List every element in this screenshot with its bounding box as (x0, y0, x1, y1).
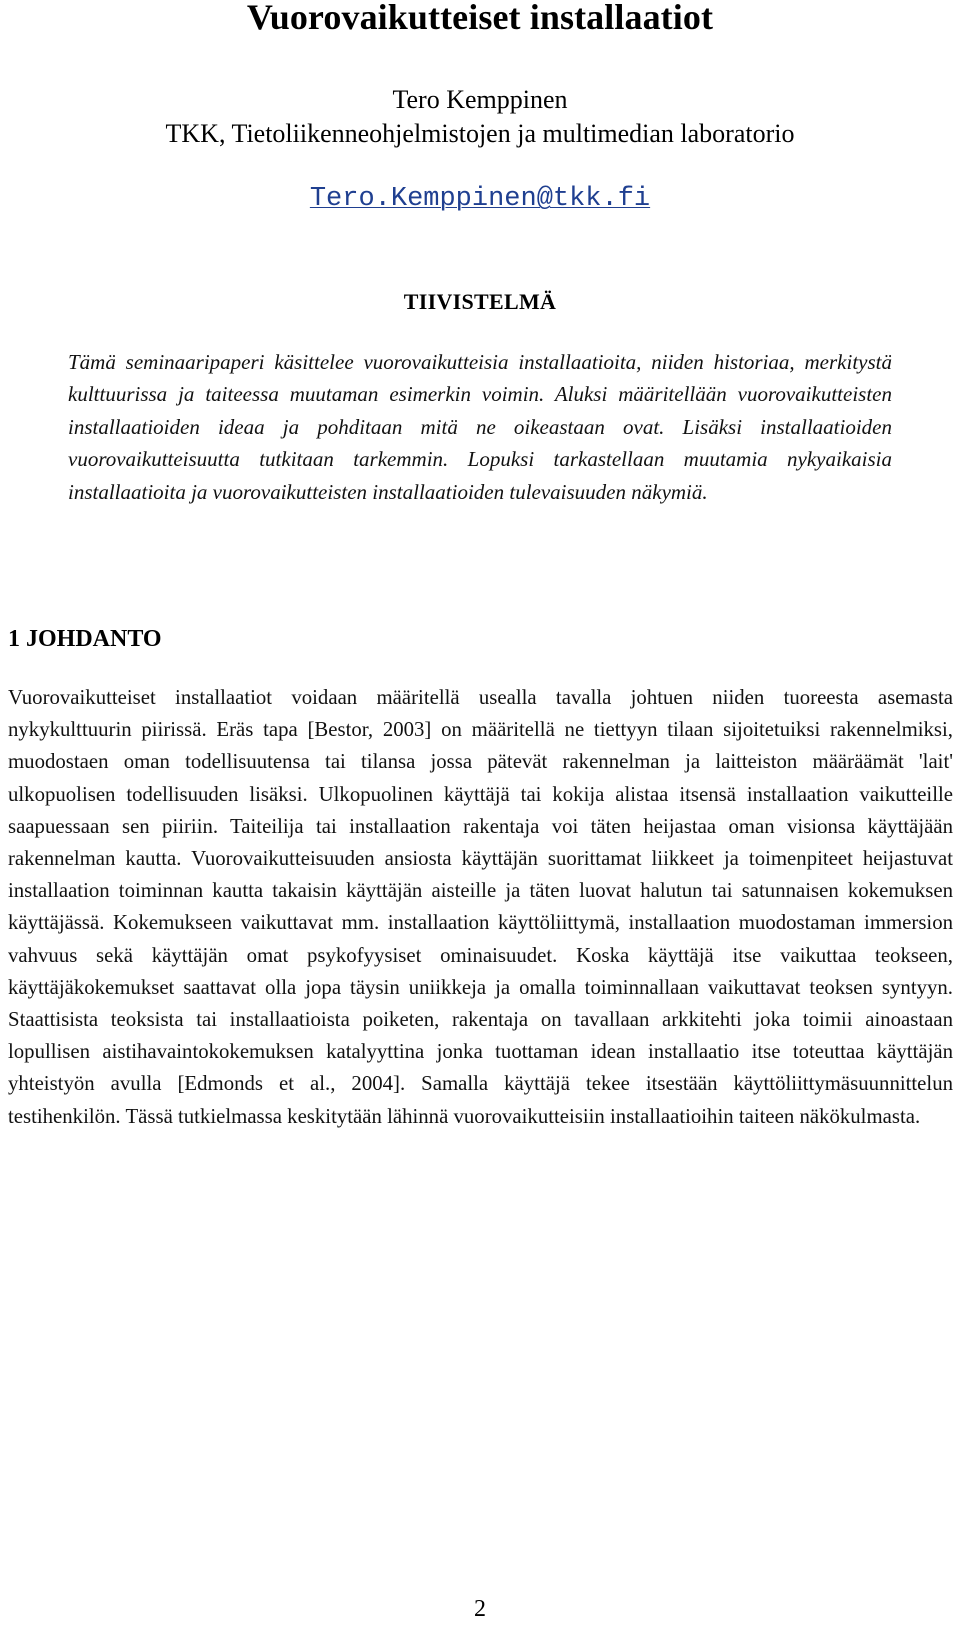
page-number: 2 (474, 1596, 486, 1622)
introduction-paragraph: Vuorovaikutteiset installaatiot voidaan määritellä usealla tavalla johtuen niiden tuoreesta asemasta nykykulttuurin piirissä. Eräs tapa [Bestor, 2003] on määritellä ne tiettyyn tilaan sijoitetuiksi rakennelmiksi, muodostaen oman todellisuutensa tai tilansa jossa pätevät rakennelman ja laitteiston määräämät 'lait' ulkopuolisen todellisuuden lisäksi. Ulkopuolinen käyttäjä tai kokija alistaa itsensä installaation vaikutteille saapuessaan sen piiriin. Taiteilija tai installaation rakentaja voi täten heijastaa oman visionsa käyttäjään rakennelman kautta. Vuorovaikutteisuuden ansiosta käyttäjän suorittamat liikkeet ja toimenpiteet heijastuvat installaation toiminnan kautta takaisin käyttäjän aisteille ja täten luovat halutun tai satunnaisen kokemuksen käyttäjässä. Kokemukseen vaikuttavat mm. installaation käyttöliittymä, installaation muodostaman immersion vahvuus sekä käyttäjän omat psykofyysiset ominaisuudet. Koska käyttäjä itse vaikuttaa teokseen, käyttäjäkokemukset saattavat olla jopa täysin uniikkeja ja omalla toiminnallaan vaikuttavat teoksen syntyyn. Staattisista teoksista tai installaatioista poiketen, rakentaja on tavallaan arkkitehti joka toimii ainoastaan lopullisen aistihavaintokokemuksen katalyyttina jonka tuottaman idean installaatio itse toteuttaa käyttäjän yhteistyön avulla [Edmonds et al., 2004]. Samalla käyttäjä tekee itsestään käyttöliittymäsuunnittelun testihenkilön. Tässä tutkielmassa keskitytään lähinnä vuorovaikutteisiin installaatioihin taiteen näkökulmasta. (8, 686, 953, 1128)
email-container (0, 184, 960, 214)
abstract-paragraph: Tämä seminaaripaperi käsittelee vuorovaikutteisia installaatioita, niiden historiaa, merkitystä kulttuurissa ja taiteessa muutaman esimerkin voimin. Aluksi määritellään vuorovaikutteisten installaatioiden ideaa ja pohditaan mitä ne oikeastaan ovat. Lisäksi installaatioiden vuorovaikutteisuutta tutkitaan tarkemmin. Lopuksi tarkastellaan muutamia nykyaikaisia installaatioita ja vuorovaikutteisten installaatioiden tulevaisuuden näkymiä. (68, 350, 892, 504)
author-email-link[interactable]: Tero.Kemppinen@tkk.fi (309, 184, 651, 214)
paper-title: Vuorovaikutteiset installaatiot (246, 0, 714, 37)
author-affiliation: TKK, Tietoliikenneohjelmistojen ja multimedian laboratorio (165, 119, 795, 148)
abstract-heading: TIIVISTELMÄ (403, 289, 557, 314)
author-name: Tero Kemppinen (392, 85, 568, 114)
section-heading-introduction: 1 JOHDANTO (8, 626, 162, 652)
